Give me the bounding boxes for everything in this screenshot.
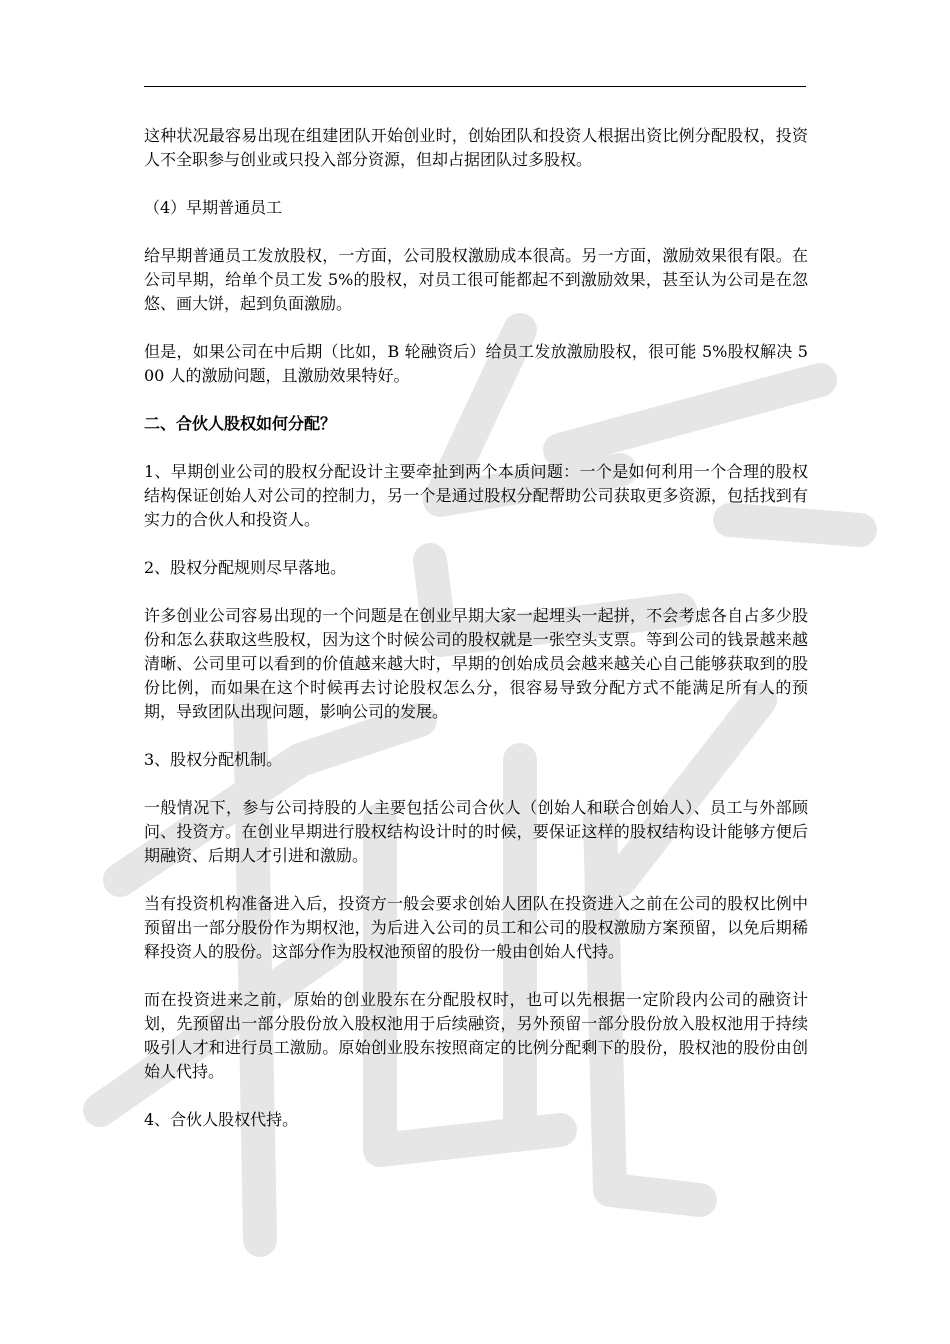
paragraph: 3、股权分配机制。 (144, 750, 283, 769)
paragraph: 而在投资进来之前，原始的创业股东在分配股权时，也可以先根据一定阶段内公司的融资计划，先预留出一部分股份放入股权池用于后续融资，另外预留一部分股份放入股权池用于持续吸引人才和进行员工激励。原始创业股东按照商定的比例分配剩下的股份，股权池的股份由创始人代持。 (144, 990, 808, 1081)
document-body (144, 124, 808, 1156)
paragraph: 当有投资机构准备进入后，投资方一般会要求创始人团队在投资进入之前在公司的股权比例中预留出一部分股份作为期权池，为后进入公司的员工和公司的股权激励方案预留，以免后期稀释投资人的股份。这部分作为股权池预留的股份一般由创始人代持。 (144, 894, 808, 961)
paragraph: 4、合伙人股权代持。 (144, 1110, 299, 1129)
paragraph: 这种状况最容易出现在组建团队开始创业时，创始团队和投资人根据出资比例分配股权，投资人不全职参与创业或只投入部分资源，但却占据团队过多股权。 (144, 126, 808, 169)
paragraph: （4）早期普通员工 (144, 198, 283, 217)
paragraph: 但是，如果公司在中后期（比如，B 轮融资后）给员工发放激励股权，很可能 5%股权解决 500 人的激励问题，且激励效果特好。 (144, 342, 808, 385)
header-rule (144, 86, 806, 87)
paragraph: 许多创业公司容易出现的一个问题是在创业早期大家一起埋头一起拼，不会考虑各自占多少股份和怎么获取这些股权，因为这个时候公司的股权就是一张空头支票。等到公司的钱景越来越清晰、公司里可以看到的价值越来越大时，早期的创始成员会越来越关心自己能够获取到的股份比例，而如果在这个时候再去讨论股权怎么分，很容易导致分配方式不能满足所有人的预期，导致团队出现问题，影响公司的发展。 (144, 606, 808, 721)
paragraph: 给早期普通员工发放股权，一方面，公司股权激励成本很高。另一方面，激励效果很有限。在公司早期，给单个员工发 5%的股权，对员工很可能都起不到激励效果，甚至认为公司是在忽悠、画大饼，起到负面激励。 (144, 246, 808, 313)
section-heading: 二、合伙人股权如何分配？ (144, 414, 337, 433)
paragraph: 2、股权分配规则尽早落地。 (144, 558, 347, 577)
paragraph: 1、早期创业公司的股权分配设计主要牵扯到两个本质问题：一个是如何利用一个合理的股权结构保证创始人对公司的控制力，另一个是通过股权分配帮助公司获取更多资源，包括找到有实力的合伙人和投资人。 (144, 462, 808, 529)
paragraph: 一般情况下，参与公司持股的人主要包括公司合伙人（创始人和联合创始人）、员工与外部顾问、投资方。在创业早期进行股权结构设计时的时候，要保证这样的股权结构设计能够方便后期融资、后期人才引进和激励。 (144, 798, 808, 865)
